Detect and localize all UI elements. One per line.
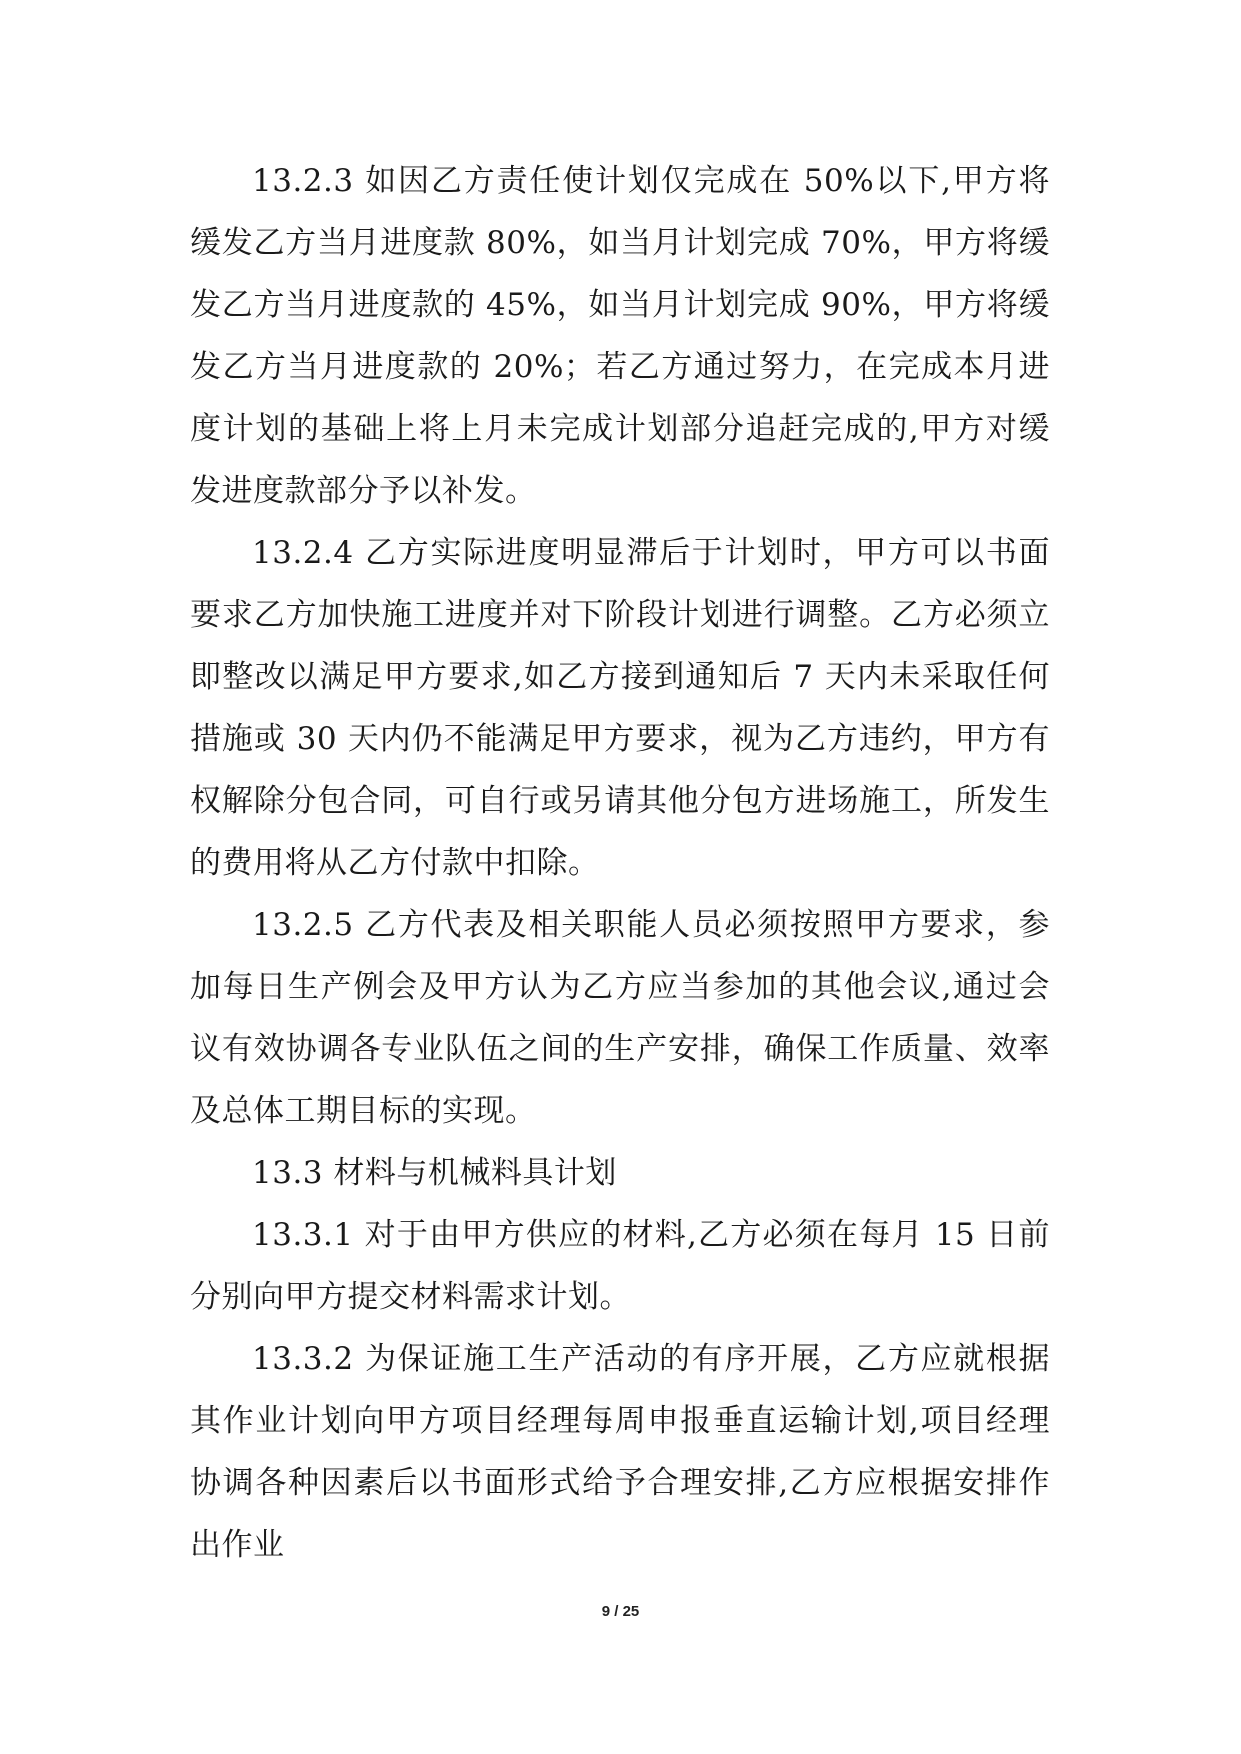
paragraph-13-2-4: 13.2.4 乙方实际进度明显滞后于计划时，甲方可以书面要求乙方加快施工进度并对下阶段计划进行调整。乙方必须立即整改以满足甲方要求,如乙方接到通知后 7 天内未采取任何措施或 30 天内仍不能满足甲方要求，视为乙方违约，甲方有权解除分包合同，可自行或另请其他分包方进场施工，所发生的费用将从乙方付款中扣除。 (190, 535, 1050, 881)
document-body (190, 150, 1050, 1576)
paragraph-13-2-3: 13.2.3 如因乙方责任使计划仅完成在 50%以下,甲方将缓发乙方当月进度款 80%，如当月计划完成 70%，甲方将缓发乙方当月进度款的 45%，如当月计划完成 90%，甲方将缓发乙方当月进度款的 20%；若乙方通过努力，在完成本月进度计划的基础上将上月未完成计划部分追赶完成的,甲方对缓发进度款部分予以补发。 (190, 163, 1050, 509)
section-heading-13-3: 13.3 材料与机械料具计划 (252, 1155, 617, 1191)
paragraph-13-3-2: 13.3.2 为保证施工生产活动的有序开展，乙方应就根据其作业计划向甲方项目经理每周申报垂直运输计划,项目经理协调各种因素后以书面形式给予合理安排,乙方应根据安排作出作业 (190, 1341, 1050, 1563)
page-number: 9 / 25 (601, 1603, 640, 1620)
paragraph-13-3-1: 13.3.1 对于由甲方供应的材料,乙方必须在每月 15 日前分别向甲方提交材料需求计划。 (190, 1217, 1050, 1315)
paragraph-13-2-5: 13.2.5 乙方代表及相关职能人员必须按照甲方要求，参加每日生产例会及甲方认为乙方应当参加的其他会议,通过会议有效协调各专业队伍之间的生产安排，确保工作质量、效率及总体工期目标的实现。 (190, 907, 1050, 1129)
